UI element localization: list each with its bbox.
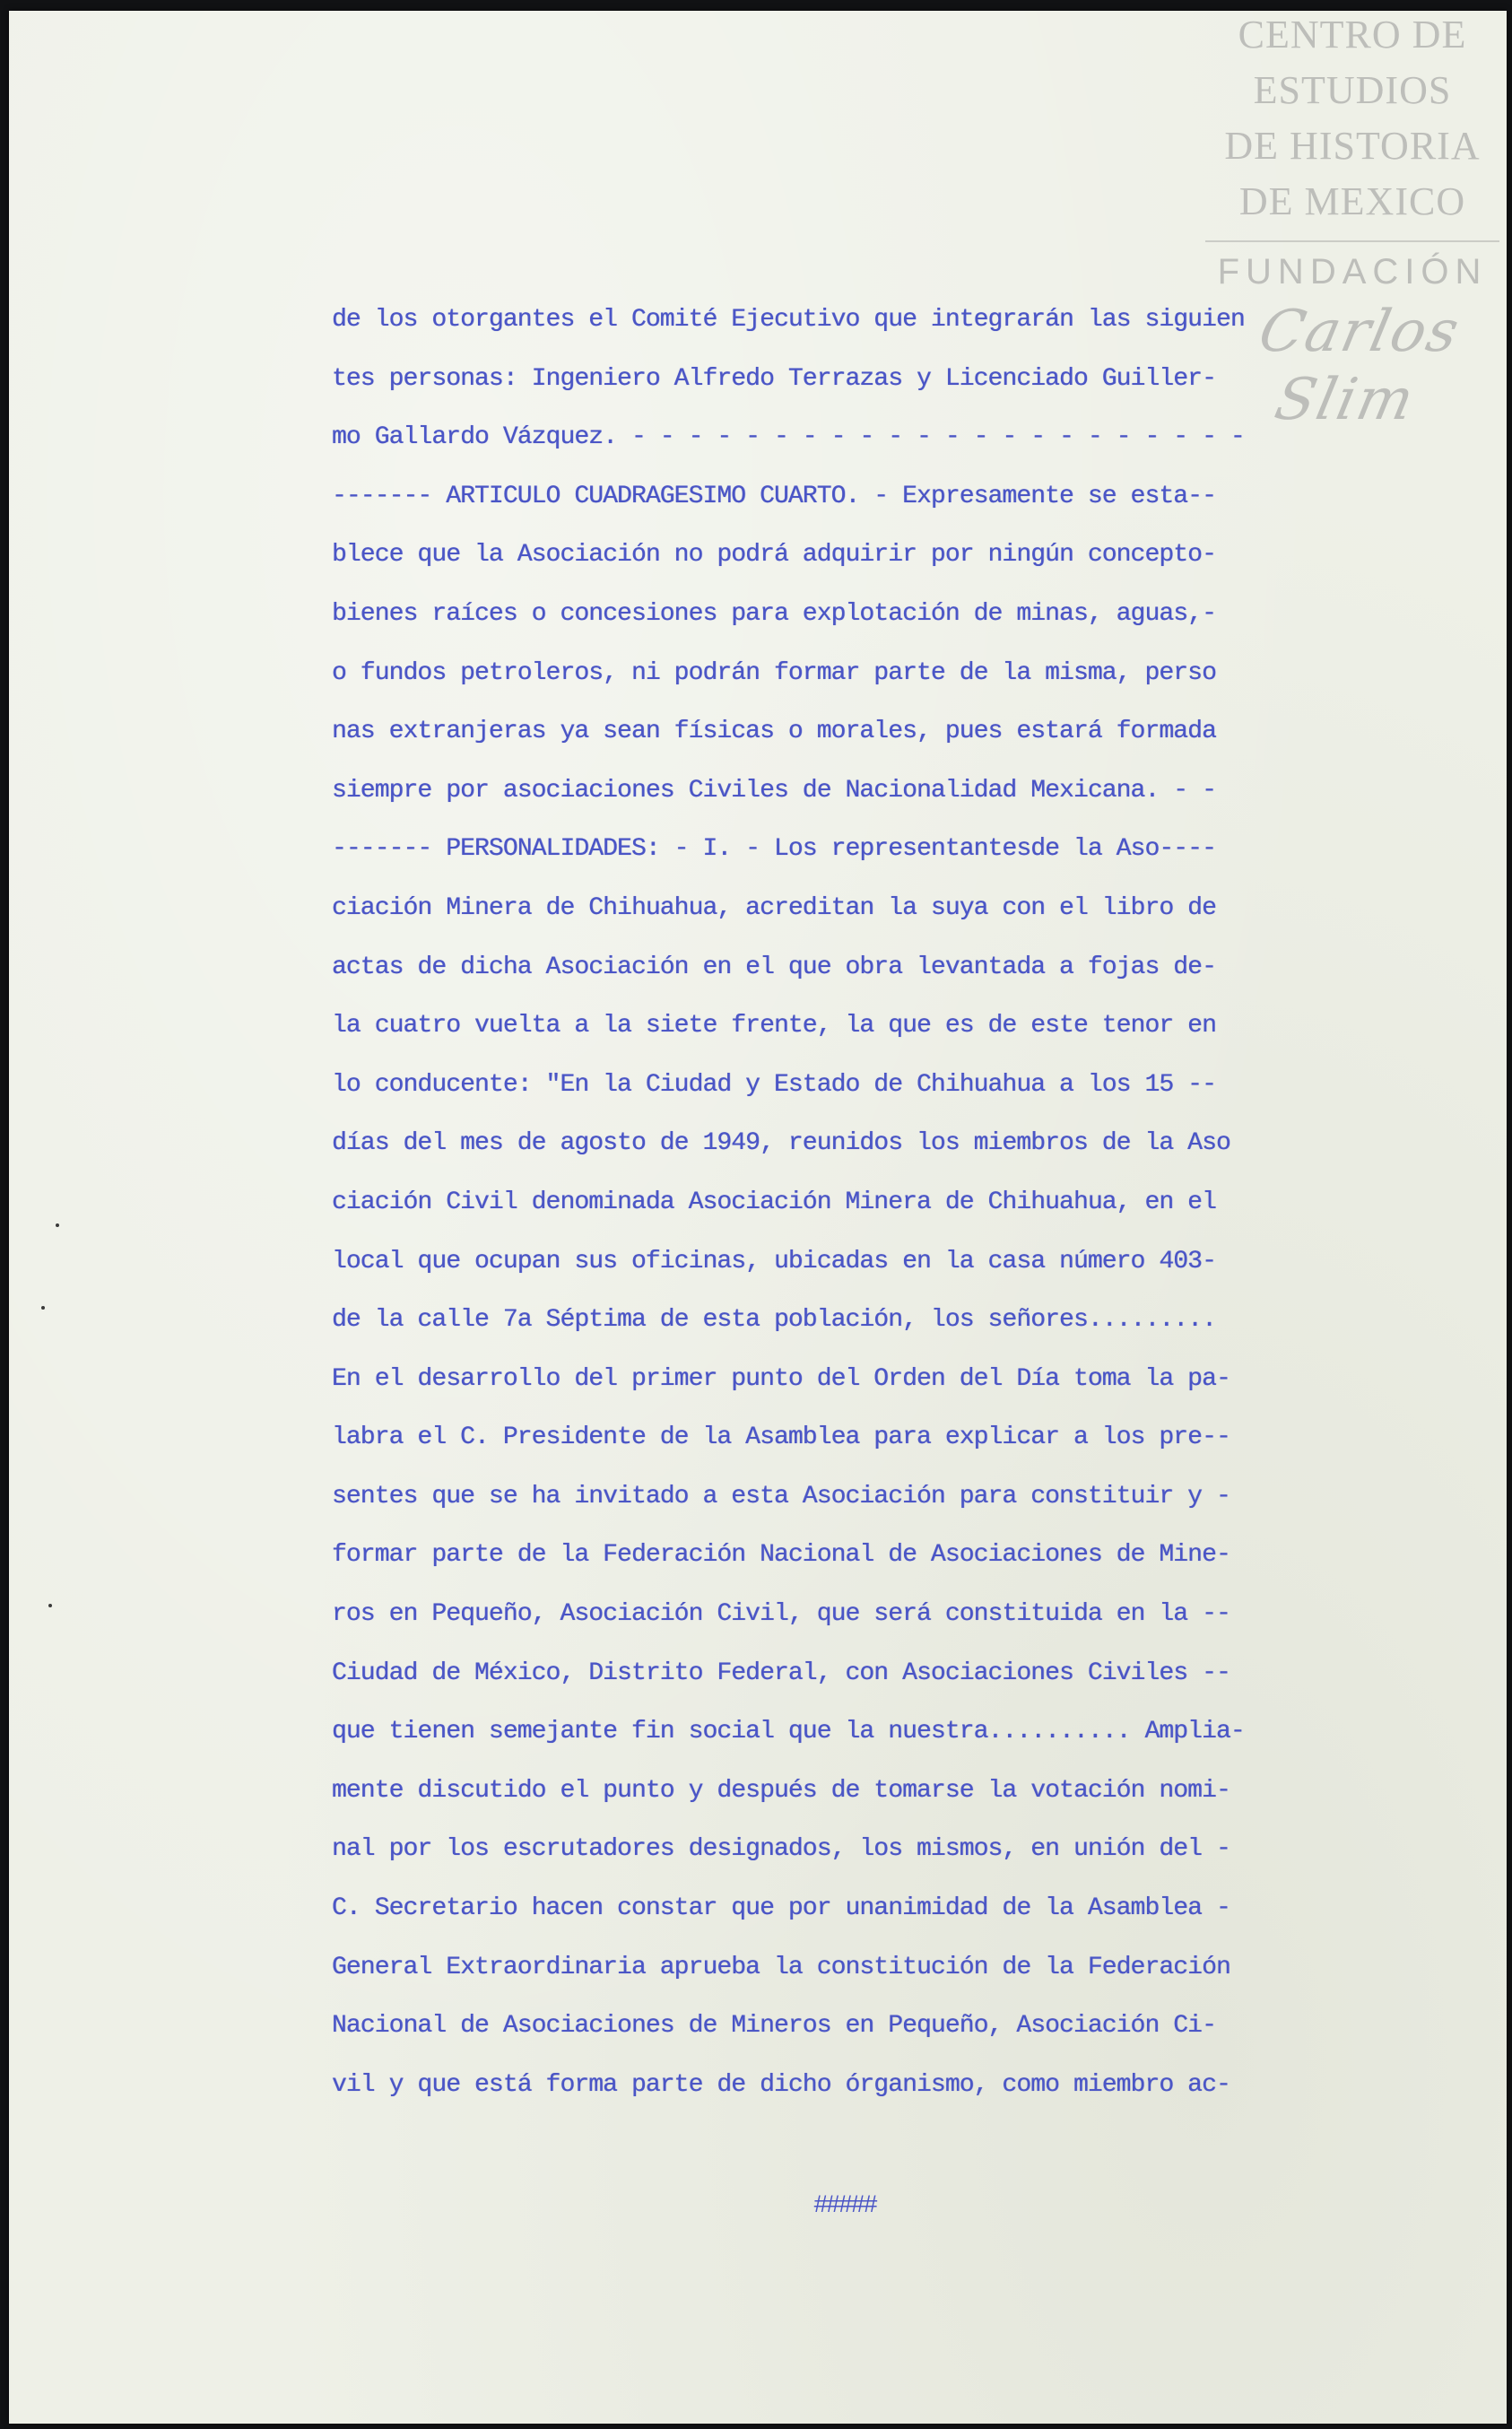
text-line: mente discutido el punto y después de tomarse la votación nomi- <box>332 1776 1230 1805</box>
text-line: la cuatro vuelta a la siete frente, la que es de este tenor en <box>332 1012 1216 1040</box>
text-line: mo Gallardo Vázquez. - - - - - - - - - - - - - - - - - - - - - - <box>332 423 1245 452</box>
text-line: blece que la Asociación no podrá adquirir por ningún concepto- <box>332 541 1216 570</box>
text-line: C. Secretario hacen constar que por unanimidad de la Asamblea - <box>332 1894 1230 1923</box>
text-line: de los otorgantes el Comité Ejecutivo que integrarán las siguien <box>332 306 1245 334</box>
text-line: ------- PERSONALIDADES: - I. - Los representantesde la Aso---- <box>332 835 1216 864</box>
watermark-divider <box>1205 240 1499 242</box>
page-end-mark: ##### <box>813 2192 876 2220</box>
watermark-signature: Carlos Slim <box>1253 299 1466 433</box>
watermark-line: DE MEXICO <box>1238 179 1466 223</box>
text-line: ciación Civil denominada Asociación Minera de Chihuahua, en el <box>332 1188 1216 1216</box>
text-line: o fundos petroleros, ni podrán formar parte de la misma, perso <box>332 658 1216 687</box>
typed-body-text <box>332 291 1282 2114</box>
watermark-line: ESTUDIOS <box>1253 68 1452 112</box>
text-line: ros en Pequeño, Asociación Civil, que será constituida en la -- <box>332 1600 1230 1629</box>
text-line: En el desarrollo del primer punto del Orden del Día toma la pa- <box>332 1364 1230 1393</box>
text-line: lo conducente: "En la Ciudad y Estado de Chihuahua a los 15 -- <box>332 1070 1216 1099</box>
text-line: Ciudad de México, Distrito Federal, con Asociaciones Civiles -- <box>332 1659 1230 1687</box>
text-line: vil y que está forma parte de dicho órganismo, como miembro ac- <box>332 2070 1230 2099</box>
text-line: de la calle 7a Séptima de esta población, los señores......... <box>332 1306 1216 1335</box>
text-line: sentes que se ha invitado a esta Asociación para constituir y - <box>332 1482 1230 1511</box>
text-line: siempre por asociaciones Civiles de Nacionalidad Mexicana. - - <box>332 776 1216 805</box>
text-line: tes personas: Ingeniero Alfredo Terrazas y Licenciado Guiller- <box>332 364 1216 393</box>
watermark-line: CENTRO DE <box>1238 13 1467 57</box>
text-line: ------- ARTICULO CUADRAGESIMO CUARTO. - Expresamente se esta-- <box>332 482 1216 510</box>
text-line: General Extraordinaria aprueba la constitución de la Federación <box>332 1953 1230 1981</box>
text-line: ciación Minera de Chihuahua, acreditan la suya con el libro de <box>332 893 1216 922</box>
text-line: Nacional de Asociaciones de Mineros en Pequeño, Asociación Ci- <box>332 2012 1216 2041</box>
text-line: nas extranjeras ya sean físicas o morales, pues estará formada <box>332 718 1216 746</box>
scan-speck <box>48 1604 52 1607</box>
text-line: actas de dicha Asociación en el que obra levantada a fojas de- <box>332 953 1216 981</box>
watermark-line: DE HISTORIA <box>1224 124 1481 168</box>
text-line: que tienen semejante fin social que la nuestra.......... Amplia- <box>332 1718 1245 1746</box>
watermark-foundation: FUNDACIÓN <box>1217 252 1488 292</box>
text-line: días del mes de agosto de 1949, reunidos los miembros de la Aso <box>332 1129 1230 1158</box>
scan-speck <box>56 1223 59 1227</box>
text-line: nal por los escrutadores designados, los mismos, en unión del - <box>332 1835 1230 1864</box>
scan-speck <box>41 1306 45 1310</box>
text-line: bienes raíces o concesiones para explotación de minas, aguas,- <box>332 599 1216 628</box>
text-line: labra el C. Presidente de la Asamblea para explicar a los pre-- <box>332 1423 1230 1452</box>
archive-watermark <box>1200 7 1505 434</box>
text-line: local que ocupan sus oficinas, ubicadas en la casa número 403- <box>332 1247 1216 1275</box>
text-line: formar parte de la Federación Nacional de Asociaciones de Mine- <box>332 1541 1230 1570</box>
